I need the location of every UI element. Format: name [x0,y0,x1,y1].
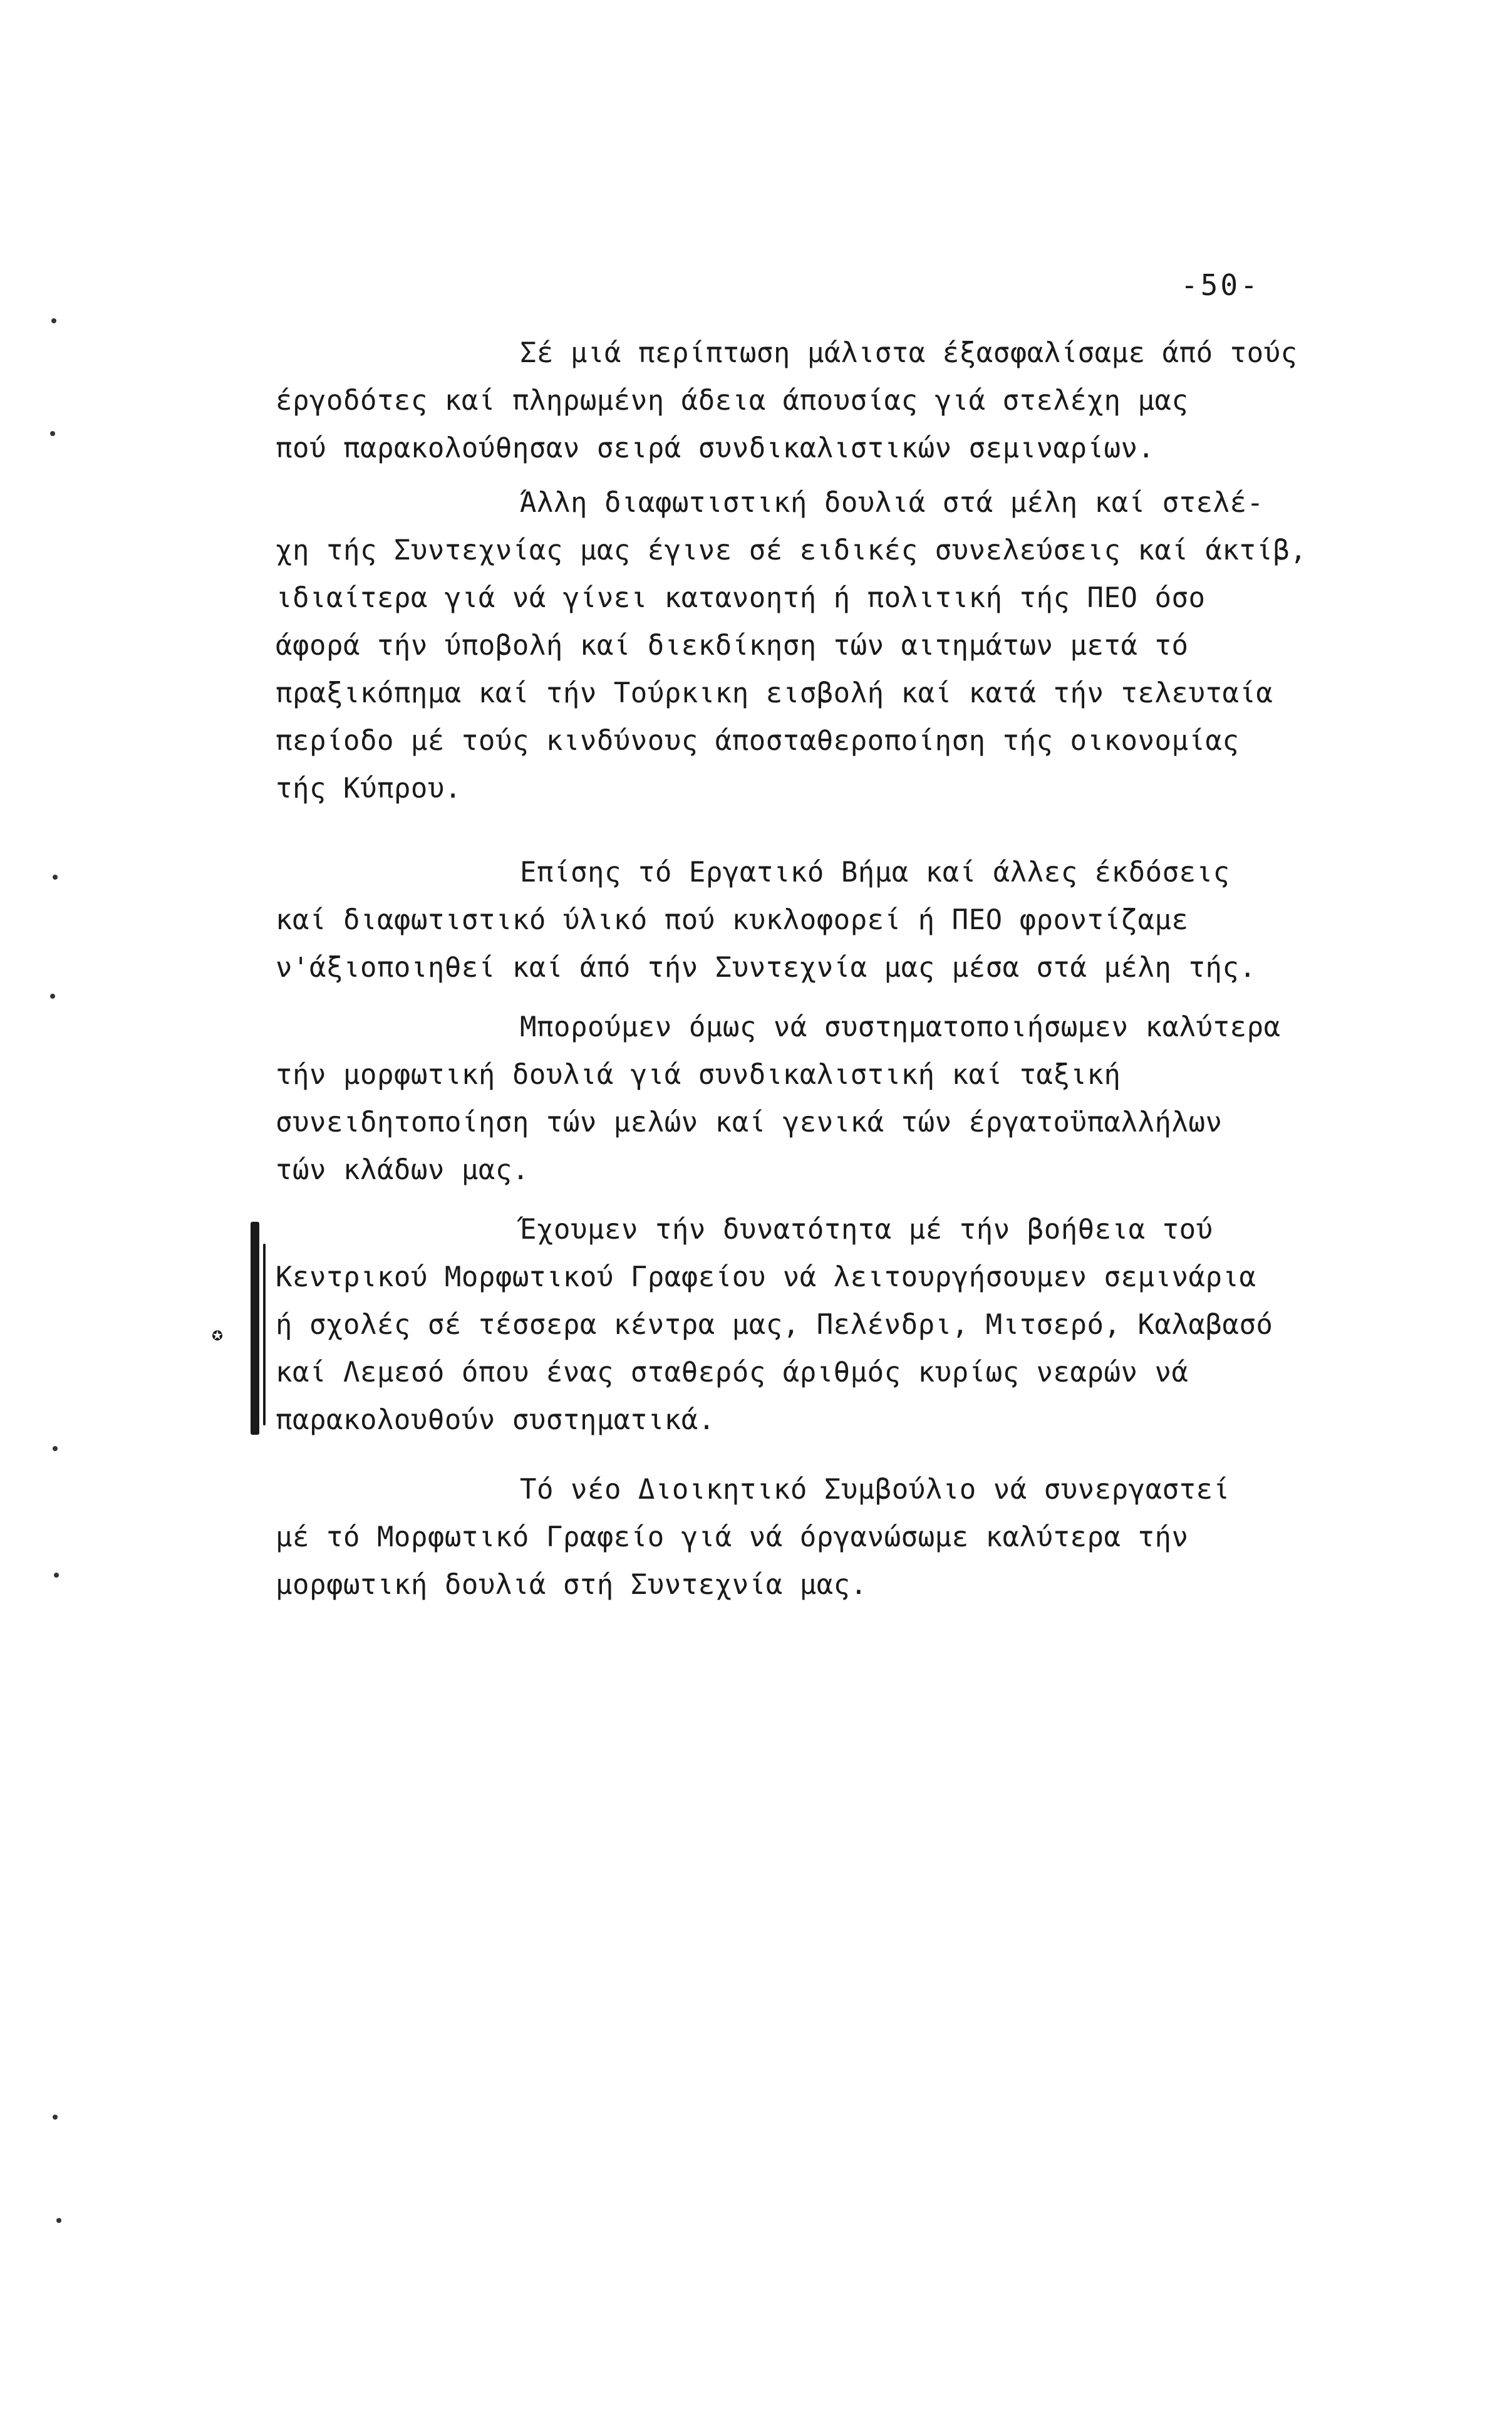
text-line: περίοδο μέ τούς κινδύνους άποσταθεροποίηση τής οικονομίας [276,725,1240,757]
paragraph-1 [276,330,1416,472]
paragraph-2 [276,479,1416,813]
text-line: Κεντρικού Μορφωτικού Γραφείου νά λειτουργήσουμεν σεμινάρια [276,1261,1256,1293]
text-line: πού παρακολούθησαν σειρά συνδικαλιστικών σεμιναρίων. [276,432,1155,464]
page-number: -50- [1181,268,1260,302]
margin-bar-mark-thin [263,1244,266,1425]
margin-bar-mark [251,1222,259,1435]
text-line: μέ τό Μορφωτικό Γραφείο γιά νά όργανώσωμε καλύτερα τήν [276,1521,1189,1553]
text-line: μορφωτική δουλιά στή Συντεχνία μας. [276,1569,867,1601]
text-line: Μπορούμεν όμως νά συστηματοποιήσωμεν καλύτερα [520,1011,1281,1043]
scan-speck [50,431,55,436]
paragraph-5 [276,1206,1416,1444]
text-line: καί Λεμεσό όπου ένας σταθερός άριθμός κυρίως νεαρών νά [276,1356,1189,1388]
text-line: Σέ μιά περίπτωση μάλιστα έξασφαλίσαμε άπό τούς [520,337,1298,369]
margin-stamp-icon: ✪ [212,1323,224,1345]
text-line: συνειδητοποίηση τών μελών καί γενικά τών έργατοϋπαλλήλων [276,1106,1223,1138]
paragraph-6 [276,1466,1416,1609]
text-line: χη τής Συντεχνίας μας έγινε σέ ειδικές συνελεύσεις καί άκτίβ, [276,534,1307,566]
text-line: Έχουμεν τήν δυνατότητα μέ τήν βοήθεια τού [520,1214,1213,1246]
text-line: ή σχολές σέ τέσσερα κέντρα μας, Πελένδρι, Μιτσερό, Καλαβασό [276,1309,1273,1341]
scan-speck [51,318,56,323]
scan-speck [53,875,58,880]
text-line: έργοδότες καί πληρωμένη άδεια άπουσίας γιά στελέχη μας [276,385,1189,417]
text-line: Επίσης τό Εργατικό Βήμα καί άλλες έκδόσεις [520,856,1230,888]
text-line: τής Κύπρου. [276,773,462,804]
text-line: ν'άξιοποιηθεί καί άπό τήν Συντεχνία μας μέσα στά μέλη τής. [276,952,1256,984]
text-line: τών κλάδων μας. [276,1154,529,1186]
text-line: ιδιαίτερα γιά νά γίνει κατανοητή ή πολιτική τής ΠΕΟ όσο [276,582,1206,614]
text-line: καί διαφωτιστικό ύλικό πού κυκλοφορεί ή ΠΕΟ φροντίζαμε [276,904,1189,936]
scan-speck [53,1446,58,1451]
paragraph-3 [276,849,1416,992]
text-line: Τό νέο Διοικητικό Συμβούλιο νά συνεργαστεί [520,1474,1230,1506]
text-line: Άλλη διαφωτιστική δουλιά στά μέλη καί στελέ- [520,487,1264,519]
scan-speck [54,1573,59,1578]
text-line: πραξικόπημα καί τήν Τούρκικη εισβολή καί κατά τήν τελευταία [276,677,1273,709]
text-line: άφορά τήν ύποβολή καί διεκδίκηση τών αιτημάτων μετά τό [276,630,1189,662]
paragraph-4 [276,1004,1416,1194]
scan-speck [56,2218,61,2223]
scan-speck [50,994,55,999]
text-line: τήν μορφωτική δουλιά γιά συνδικαλιστική καί ταξική [276,1059,1121,1091]
text-line: παρακολουθούν συστηματικά. [276,1404,715,1436]
scan-speck [53,2115,58,2120]
